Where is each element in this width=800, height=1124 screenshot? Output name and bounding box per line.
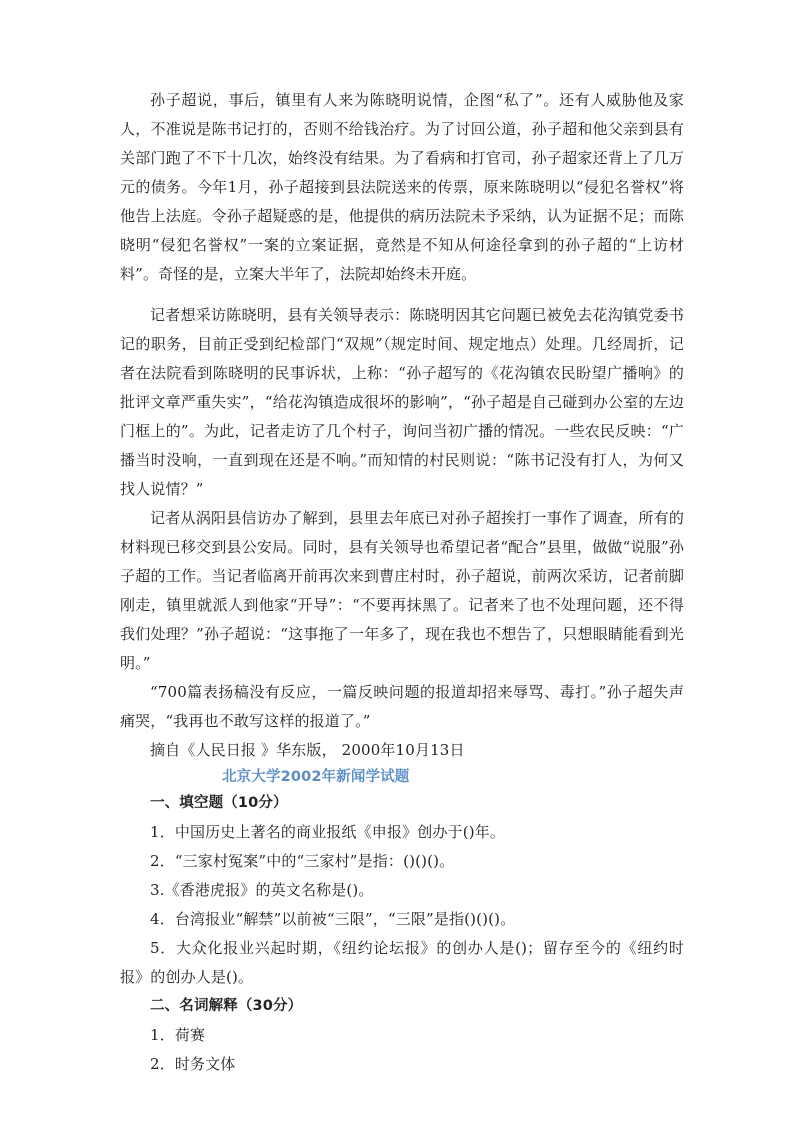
- article-paragraph: 记者想采访陈晓明，县有关领导表示：陈晓明因其它问题已被免去花沟镇党委书记的职务，目前正受到纪检部门“双规”（规定时间、规定地点）处理。几经周折，记者在法院看到陈晓明的民事诉状，上称：“孙子超写的《花沟镇农民盼望广播响》的批评文章严重失实”，“给花沟镇造成很坏的影响”，“孙子超是自己碰到办公室的左边门框上的”。为此，记者走访了几个村子，询问当初广播的情况。一些农民反映：“广播当时没响，一直到现在还是不响。”而知情的村民则说：“陈书记没有打人，为何又找人说情？”: [120, 306, 684, 498]
- article-source: 摘自《人民日报 》华东版， 2000年10月13日: [150, 741, 465, 759]
- section-heading: 一、填空题（10分）: [150, 795, 288, 811]
- article-paragraph: “700篇表扬稿没有反应，一篇反映问题的报道却招来辱骂、毒打。”孙子超失声痛哭，“我再也不敢写这样的报道了。”: [120, 683, 684, 730]
- exam-title: 北京大学2002年新闻学试题: [222, 769, 410, 785]
- article-paragraph: 记者从涡阳县信访办了解到，县里去年底已对孙子超挨打一事作了调查，所有的材料现已移交到县公安局。同时，县有关领导也希望记者“配合”县里，做做“说服”孙子超的工作。当记者临离开前再次来到曹庄村时，孙子超说，前两次采访，记者前脚刚走，镇里就派人到他家“开导”：“不要再抹黑了。记者来了也不处理问题，还不得我们处理？”孙子超说：“这事拖了一年多了，现在我也不想告了，只想眼睛能看到光明。”: [120, 509, 684, 672]
- question-item: 2．时务文体: [150, 1055, 236, 1073]
- question-item: 1．荷赛: [150, 1026, 206, 1044]
- section-heading: 二、名词解释（30分）: [150, 998, 303, 1014]
- question-item: 3.《香港虎报》的英文名称是()。: [150, 881, 374, 899]
- document-page: [120, 86, 684, 1079]
- question-item: 2．“三家村冤案”中的“三家村”是指：()()()。: [150, 852, 455, 870]
- article-paragraph: 孙子超说，事后，镇里有人来为陈晓明说情，企图“私了”。还有人威胁他及家人，不准说是陈书记打的，否则不给钱治疗。为了讨回公道，孙子超和他父亲到县有关部门跑了不下十几次，始终没有结果。为了看病和打官司，孙子超家还背上了几万元的债务。今年1月，孙子超接到县法院送来的传票，原来陈晓明以“侵犯名誉权”将他告上法庭。令孙子超疑惑的是，他提供的病历法院未予采纳，认为证据不足；而陈晓明“侵犯名誉权”一案的立案证据，竟然是不知从何途径拿到的孙子超的“上访材料”。奇怪的是，立案大半年了，法院却始终未开庭。: [120, 91, 684, 283]
- question-item: 4．台湾报业“解禁”以前被“三限”，“三限”是指()()()。: [150, 910, 516, 928]
- question-item: 1．中国历史上著名的商业报纸《申报》创办于()年。: [150, 823, 505, 841]
- question-item: 5．大众化报业兴起时期，《纽约论坛报》的创办人是()；留存至今的《纽约时报》的创办人是()。: [120, 939, 684, 986]
